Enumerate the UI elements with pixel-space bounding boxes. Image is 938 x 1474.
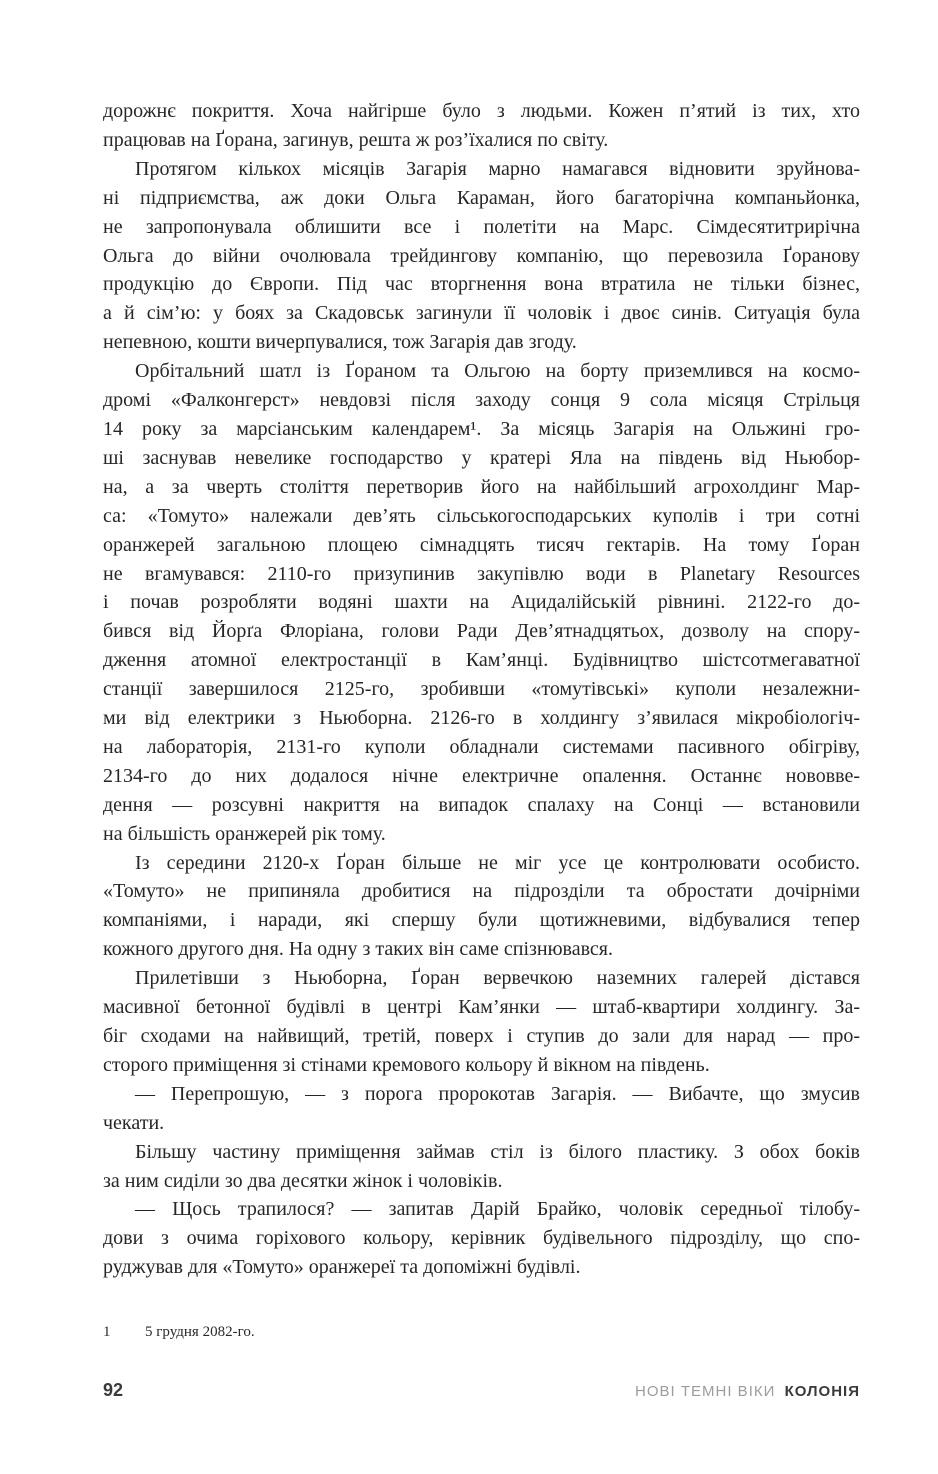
- page-number: 92: [103, 1380, 124, 1400]
- text-line: дження атомної електростанції в Кам’янці. Будівництво шістсотмегаватної: [103, 649, 860, 672]
- text-line: сторого приміщення зі стінами кремового кольору й вікном на південь.: [103, 1053, 710, 1076]
- text-line: не вгамувався: 2110-го призупинив закупівлю води в Planetary Resources: [103, 562, 860, 585]
- text-line: дорожнє покриття. Хоча найгірше було з людьми. Кожен п’ятий із тих, хто: [103, 100, 860, 122]
- text-line: бився від Йорґа Флоріана, голови Ради Дев’ятнадцятьох, дозволу на спору-: [103, 620, 860, 643]
- text-line: ні підприємства, аж доки Ольга Караман, його багаторічна компаньйонка,: [103, 186, 860, 209]
- text-line: компаніями, і наради, які спершу були щотижневими, відбувалися тепер: [103, 909, 860, 932]
- text-line: на лабораторія, 2131-го куполи обладнали системами пасивного обігріву,: [103, 735, 860, 758]
- text-line: масивної бетонної будівлі в центрі Кам’янки — штаб-квартири холдингу. За-: [103, 996, 860, 1019]
- text-line: а й сім’ю: у боях за Скадовськ загинули її чоловік і двоє синів. Ситуація була: [103, 302, 860, 325]
- text-line: дромі «Фалконгерст» невдовзі після заходу сонця 9 сола місяця Стрільця: [103, 389, 860, 412]
- footnote-text: 5 грудня 2082-го.: [145, 1324, 255, 1340]
- text-line: чекати.: [103, 1111, 165, 1134]
- text-line: не запропонувала облишити все і полетіти на Марс. Сімдесятитрирічна: [103, 215, 860, 238]
- text-line: — Перепрошую, — з порога пророкотав Загарія. — Вибачте, що змусив: [135, 1082, 860, 1105]
- text-line: на, а за чверть століття перетворив його на найбільший агрохолдинг Мар-: [103, 475, 860, 498]
- footnote: [103, 1322, 860, 1342]
- text-line: 14 року за марсіанським календарем¹. За місяць Загарія на Ольжині гро-: [103, 417, 860, 440]
- text-line: Із середини 2120-х Ґоран більше не міг усе це контролювати особисто.: [135, 851, 860, 874]
- text-line: руджував для «Томуто» оранжереї та допоміжні будівлі.: [103, 1256, 581, 1279]
- text-line: станції завершилося 2125-го, зробивши «томутівські» куполи незалежни-: [103, 678, 860, 701]
- text-line: дення — розсувні накриття на випадок спалаху на Сонці — встановили: [103, 793, 860, 816]
- text-line: ми від електрики з Ньюборна. 2126-го в холдингу з’явилася мікробіологіч-: [103, 707, 860, 730]
- text-line: са: «Томуто» належали дев’ять сільськогосподарських куполів і три сотні: [103, 504, 860, 527]
- page-footer: [103, 1380, 860, 1401]
- text-line: 2134-го до них додалося нічне електричне опалення. Останнє нововве-: [103, 764, 860, 787]
- text-line: за ним сиділи зо два десятки жінок і чоловіків.: [103, 1169, 503, 1192]
- text-line: Прилетівши з Ньюборна, Ґоран вервечкою наземних галерей дістався: [135, 967, 860, 990]
- text-line: дови з очима горіхового кольору, керівник будівельного підрозділу, що спо-: [103, 1227, 860, 1250]
- text-line: на більшість оранжерей рік тому.: [103, 822, 386, 845]
- text-line: Протягом кількох місяців Загарія марно намагався відновити зруйнова-: [135, 157, 860, 180]
- text-line: — Щось трапилося? — запитав Дарій Брайко, чоловік середньої тілобу-: [135, 1198, 860, 1221]
- series-title: НОВІ ТЕМНІ ВІКИ: [635, 1383, 776, 1400]
- running-title: [635, 1383, 860, 1400]
- text-line: Орбітальний шатл із Ґораном та Ольгою на борту приземлився на космо-: [135, 360, 860, 383]
- text-line: і почав розробляти водяні шахти на Ацидалійській рівнині. 2122-го до-: [103, 591, 860, 614]
- body-text: [103, 97, 860, 1282]
- text-line: «Томуто» не припиняла дробитися на підрозділи та обростати дочірніми: [103, 880, 860, 903]
- text-line: працював на Ґорана, загинув, решта ж роз’їхалися по світу.: [103, 128, 609, 151]
- text-line: продукцію до Європи. Під час вторгнення вона втратила не тільки бізнес,: [103, 273, 860, 296]
- text-line: оранжерей загальною площею сімнадцять тисяч гектарів. На тому Ґоран: [103, 533, 860, 556]
- text-line: кожного другого дня. На одну з таких він саме спізнювався.: [103, 938, 614, 961]
- text-line: Більшу частину приміщення займав стіл із білого пластику. З обох боків: [135, 1140, 860, 1163]
- text-line: непевною, кошти вичерпувалися, тож Загарія дав згоду.: [103, 331, 577, 354]
- book-title: КОЛОНІЯ: [784, 1383, 860, 1400]
- text-line: Ольга до війни очолювала трейдингову компанію, що перевозила Ґоранову: [103, 244, 860, 267]
- footnote-number: 1: [103, 1324, 111, 1340]
- text-line: біг сходами на найвищий, третій, поверх і ступив до зали для нарад — про-: [103, 1025, 860, 1047]
- text-line: ші заснував невелике господарство у кратері Яла на південь від Ньюбор-: [103, 446, 860, 469]
